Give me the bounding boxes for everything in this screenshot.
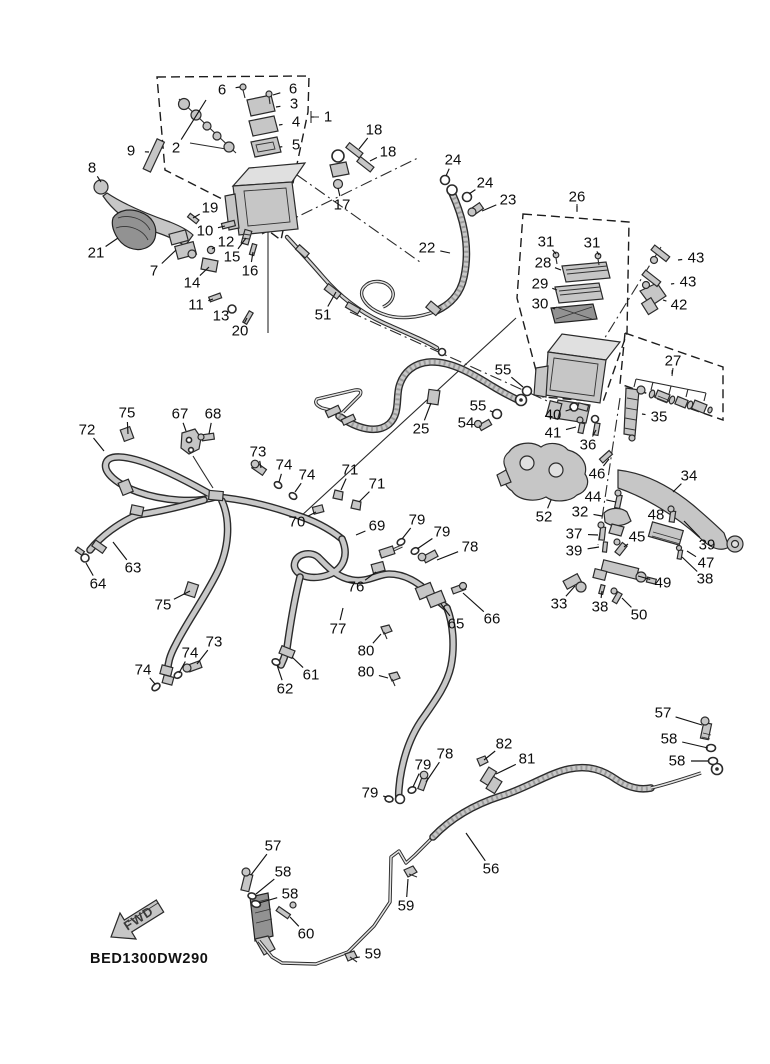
callout-label: 75 [154,596,172,614]
leader-line [663,300,666,301]
callout-label: 63 [124,559,142,577]
junction-fitting [209,490,224,500]
callout-label: 74 [134,661,152,679]
callout-label: 80 [357,663,375,681]
callout-label: 78 [461,538,479,556]
callout-label: 8 [87,159,97,177]
washer-12 [207,246,214,253]
callout-label: 43 [679,273,697,291]
dashed-assembly-boxes [157,76,723,420]
cap-screw-6 [240,84,246,90]
washer-58 [247,892,256,900]
callout-label: 15 [223,248,241,266]
callout-label: 24 [444,151,462,169]
callout-label: 39 [565,542,583,560]
clevis-32 [604,508,631,525]
callout-label: 44 [584,488,602,506]
bolt-18 [357,157,374,172]
callout-label: 49 [654,574,672,592]
front-brake-lever [94,180,196,259]
callout-label: 52 [535,508,553,526]
leader-line [94,438,105,451]
callout-label: 67 [171,405,189,423]
rod-49 [601,560,639,579]
callout-label: 65 [447,615,465,633]
cap-screw-6 [266,91,272,97]
callout-label: 45 [628,528,646,546]
leader-line [594,514,603,516]
callout-label: 40 [544,406,562,424]
callout-label: 36 [579,436,597,454]
callout-label: 23 [499,191,517,209]
hose-harness-left [75,427,466,804]
leader-line [379,676,388,679]
leader-line [402,528,411,539]
leader-line [150,678,155,684]
callout-label: 26 [568,188,586,206]
leader-line [251,854,267,875]
washer-79 [396,537,406,546]
leader-line [256,879,274,894]
callout-label: 31 [537,233,555,251]
callout-label: 55 [469,397,487,415]
clamp-75 [120,427,134,442]
callout-label: 38 [696,570,714,588]
callout-label: 11 [188,296,204,314]
callout-label: 6 [288,80,298,98]
callout-label: 74 [181,644,199,662]
pin-39 [602,542,607,552]
leader-line [113,542,127,560]
callout-label: 46 [588,465,606,483]
callout-label: 35 [650,408,668,426]
leader-line [437,552,458,560]
callout-label: 19 [201,199,219,217]
leader-line [490,411,493,412]
clip-59 [404,866,417,877]
mc-body-top [233,163,305,186]
callout-label: 9 [126,142,136,160]
pin-60 [276,907,290,919]
leader-line [466,833,485,861]
pin-37 [599,527,605,540]
leader-line [446,169,449,176]
clamp-14 [201,258,218,272]
leader-line [279,124,283,125]
leader-line [566,427,576,430]
callout-label: 41 [544,424,562,442]
callout-label: 71 [341,461,359,479]
callout-label: 37 [565,525,583,543]
clamp-75 [184,582,198,598]
leader-line [682,742,708,748]
washer-55 [523,387,532,396]
callout-label: 4 [291,113,301,131]
leader-line [279,474,281,482]
callout-label: 2 [171,139,181,157]
leader-line [555,268,561,270]
washer-74 [173,670,183,679]
callout-label: 48 [647,506,665,524]
callout-label: 6 [217,81,227,99]
leader-line [341,479,346,490]
fwd-label: FWD [120,903,157,934]
spring-rod-9 [143,139,164,172]
callout-label: 5 [291,136,301,154]
leader-line [273,93,280,95]
callout-label: 73 [205,633,223,651]
leader-line [86,563,93,576]
leader-line [106,238,118,247]
callout-label: 21 [87,244,105,262]
callout-label: 54 [457,414,475,432]
callout-label: 51 [314,306,332,324]
callout-label: 10 [196,222,214,240]
callout-label: 59 [364,945,382,963]
bolt-11 [209,293,222,302]
callout-label: 72 [78,421,96,439]
callout-label: 61 [302,666,320,684]
callout-label: 25 [412,420,430,438]
leader-line [687,551,696,557]
callout-label: 58 [668,752,686,770]
leader-line [496,764,516,774]
callout-label: 60 [297,925,315,943]
leader-line [162,250,176,264]
leader-line [413,774,419,787]
reservoir-cap-3 [247,95,275,116]
leader-line [295,483,301,492]
adjuster-47 [648,522,683,545]
leader-line [209,423,211,434]
callout-label: 47 [697,554,715,572]
callout-label: 62 [276,680,294,698]
callout-label: 56 [482,860,500,878]
callout-label: 34 [680,467,698,485]
washer-24 [441,176,450,185]
clip-80 [381,625,392,634]
callout-label: 66 [483,610,501,628]
callout-label: 79 [433,523,451,541]
washer-36 [592,416,599,423]
callout-label: 55 [494,361,512,379]
callout-label: 42 [670,296,688,314]
washer-58 [709,758,718,765]
callout-label: 57 [654,704,672,722]
callout-label: 29 [531,275,549,293]
leader-line [642,414,646,415]
callout-label: 31 [583,234,601,252]
leader-line [484,751,495,760]
union-17 [332,150,344,162]
leader-line [676,717,702,725]
callout-label: 27 [664,352,682,370]
callout-label: 74 [275,456,293,474]
leader-line [606,500,616,502]
callout-label: 68 [204,405,222,423]
leader-line [682,557,697,572]
leader-line [356,531,365,535]
callout-label: 3 [289,95,299,113]
callout-label: 78 [436,745,454,763]
callout-label: 76 [347,578,365,596]
callout-label: 30 [531,295,549,313]
washer-74 [273,480,283,490]
callout-label: 22 [418,239,436,257]
brake-caliper-52 [504,443,588,501]
washer-74 [288,491,298,501]
washer-74 [151,682,162,692]
callout-label: 24 [476,174,494,192]
leader-line [588,547,599,549]
leader-line [673,484,681,492]
callout-label: 12 [217,233,235,251]
callout-label: 39 [698,536,716,554]
plate-30 [551,304,597,323]
leader-line [548,500,551,508]
callout-label: 69 [368,517,386,535]
clip-80 [389,672,400,681]
leader-line [127,422,128,434]
fwd-arrow [111,900,164,939]
diaphragm-5 [251,137,281,157]
lever-ball-end [94,180,108,194]
leader-line [236,87,240,88]
screw-48 [669,511,675,523]
cap-plate-4 [249,116,278,136]
leader-line [338,188,340,196]
leader-line [359,492,369,502]
callout-label: 73 [249,443,267,461]
washer-55 [493,410,502,419]
callout-label: 28 [534,254,552,272]
callout-label: 18 [365,121,383,139]
leader-line [370,158,377,162]
callout-label: 32 [571,503,589,521]
callout-label: 81 [518,750,536,768]
leader-line [292,657,303,668]
leader-line [359,138,368,149]
callout-label: 1 [323,108,333,126]
leader-line [424,403,431,420]
leader-line [482,205,496,211]
clip-71 [333,490,343,500]
leader-line [276,106,280,107]
pin-38 [677,550,683,560]
callout-label: 64 [89,575,107,593]
leader-line [440,251,450,253]
callout-label: 59 [397,897,415,915]
callout-label: 18 [379,143,397,161]
leader-line [340,608,343,620]
callout-label: 13 [212,307,230,325]
leader-line [407,879,408,897]
callout-label: 77 [329,620,347,638]
callout-label: 14 [183,274,201,292]
callout-label: 79 [408,511,426,529]
leader-line [469,190,475,194]
callout-label: 57 [264,837,282,855]
callout-label: 71 [368,475,386,493]
callout-label: 7 [149,262,159,280]
callout-label: 58 [660,730,678,748]
callout-label: 20 [231,322,249,340]
leader-line [417,539,432,550]
leader-line [197,650,208,664]
callout-label: 58 [281,885,299,903]
callout-label: 75 [118,404,136,422]
washer-79 [407,786,417,794]
callout-label: 43 [687,249,705,267]
callout-label: 50 [630,606,648,624]
callout-label: 16 [241,262,259,280]
leader-line [463,593,484,612]
piston-kit-2 [179,99,190,110]
callout-label: 79 [414,756,432,774]
callout-label: 79 [361,784,379,802]
callout-label: 82 [495,735,513,753]
drawing-code: BED1300DW290 [90,951,209,967]
callout-label: 17 [333,196,351,214]
callout-label: 33 [550,595,568,613]
callout-label: 38 [591,598,609,616]
callout-label: 70 [288,513,306,531]
banjo-22 [447,185,457,195]
bolt-18 [346,143,363,158]
callout-label: 58 [274,863,292,881]
clamp-25 [427,389,440,404]
callout-label: 80 [357,642,375,660]
pin-46 [599,450,612,462]
screw-31 [553,252,559,258]
leader-line [183,423,186,431]
leader-line [678,260,682,261]
washer-62 [271,658,281,666]
callout-label: 74 [298,466,316,484]
